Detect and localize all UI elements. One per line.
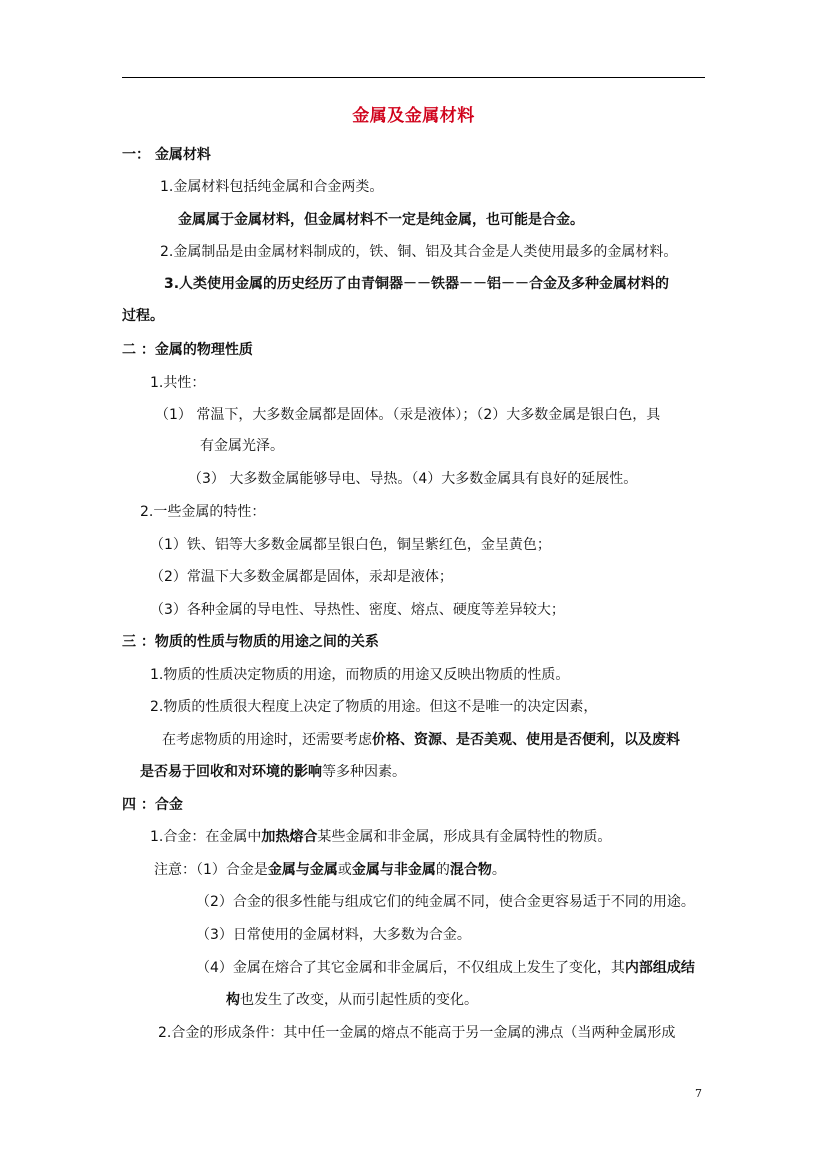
s3-paragraph-2: 2.物质的性质很大程度上决定了物质的用途。但这不是唯一的决定因素， bbox=[150, 699, 598, 715]
section-4-heading: 四 ：合金 bbox=[122, 797, 183, 813]
s4-note-4-cont-text: 也发生了改变，从而引起性质的变化。 bbox=[240, 992, 478, 1008]
s2-item-2c: （3）各种金属的导电性、导热性、密度、熔点、硬度等差异较大； bbox=[150, 602, 565, 618]
s4-note-1-b: 金属与金属 bbox=[267, 862, 338, 878]
s4-note-4 bbox=[196, 958, 695, 978]
s3-paragraph-3-bold: 价格、资源、是否美观、使用是否便利，以及废料 bbox=[372, 732, 680, 748]
s4-note-1-c: 或 bbox=[337, 862, 352, 878]
section-1-heading: 一： 金属材料 bbox=[122, 147, 211, 163]
section-3-heading: 三 ：物质的性质与物质的用途之间的关系 bbox=[122, 634, 379, 650]
s4-condition: 2.合金的形成条件：其中任一金属的熔点不能高于另一金属的沸点（当两种金属形成 bbox=[158, 1025, 676, 1041]
s4-note-3: （3）日常使用的金属材料，大多数为合金。 bbox=[196, 927, 471, 943]
s2-item-2a: （1）铁、铝等大多数金属都呈银白色，铜呈紫红色，金呈黄色； bbox=[150, 537, 551, 553]
s4-note-1-e: 的 bbox=[435, 862, 450, 878]
s4-note-4-text: （4）金属在熔合了其它金属和非金属后，不仅组成上发生了变化，其 bbox=[196, 960, 625, 976]
s4-def-text-1: 1.合金：在金属中 bbox=[150, 829, 262, 845]
s4-note-1-f: 混合物 bbox=[449, 862, 492, 878]
s2-item-1: 1.共性： bbox=[150, 375, 206, 391]
s3-paragraph-3-text: 在考虑物质的用途时，还需要考虑 bbox=[162, 732, 372, 748]
s4-definition bbox=[150, 827, 611, 847]
s3-paragraph-4 bbox=[140, 762, 406, 782]
s4-note-2: （2）合金的很多性能与组成它们的纯金属不同，使合金更容易适于不同的用途。 bbox=[196, 894, 695, 910]
s2-item-1a: （1） 常温下，大多数金属都是固体。（汞是液体）；（2）大多数金属是银白色，具 bbox=[155, 407, 661, 423]
s4-note-1-a: 注意：（1）合金是 bbox=[154, 862, 268, 878]
s2-item-1c: （3） 大多数金属能够导电、导热。（4）大多数金属具有良好的延展性。 bbox=[188, 471, 638, 487]
s3-paragraph-1: 1.物质的性质决定物质的用途，而物质的用途又反映出物质的性质。 bbox=[150, 667, 570, 683]
document-title: 金属及金属材料 bbox=[352, 106, 475, 126]
s3-paragraph-3 bbox=[162, 730, 680, 750]
s1-paragraph-2: 2.金属制品是由金属材料制成的，铁、铜、铝及其合金是人类使用最多的金属材料。 bbox=[160, 244, 678, 260]
s4-note-4-cont bbox=[226, 990, 478, 1010]
s4-note-4-cont-bold: 构 bbox=[226, 992, 240, 1008]
s1-paragraph-1: 1.金属材料包括纯金属和合金两类。 bbox=[160, 179, 384, 195]
s2-item-2b: （2）常温下大多数金属都是固体，汞却是液体； bbox=[150, 569, 453, 585]
s4-def-bold: 加热熔合 bbox=[261, 829, 318, 845]
s4-note-4-bold: 内部组成结 bbox=[624, 960, 695, 976]
s3-paragraph-4-text: 等多种因素。 bbox=[322, 764, 406, 780]
header-rule bbox=[122, 77, 705, 78]
s4-note-1-g: 。 bbox=[491, 862, 506, 878]
s4-def-text-2: 某些金属和非金属，形成具有金属特性的物质。 bbox=[317, 829, 612, 845]
s1-paragraph-3: 3.人类使用金属的历史经历了由青铜器－－铁器－－铝－－合金及多种金属材料的 bbox=[164, 276, 670, 292]
s1-emphasis-line: 金属属于金属材料，但金属材料不一定是纯金属，也可能是合金。 bbox=[178, 212, 584, 228]
s4-note-1-d: 金属与非金属 bbox=[351, 862, 436, 878]
section-2-heading: 二 ：金属的物理性质 bbox=[122, 342, 253, 358]
s2-item-1a-cont: 有金属光泽。 bbox=[200, 438, 284, 454]
s4-note-1 bbox=[154, 860, 506, 880]
s1-paragraph-3-cont: 过程。 bbox=[122, 308, 164, 324]
s3-paragraph-4-bold: 是否易于回收和对环境的影响 bbox=[140, 764, 322, 780]
page-number: 7 bbox=[695, 1087, 702, 1100]
s2-item-2: 2.一些金属的特性： bbox=[140, 504, 266, 520]
